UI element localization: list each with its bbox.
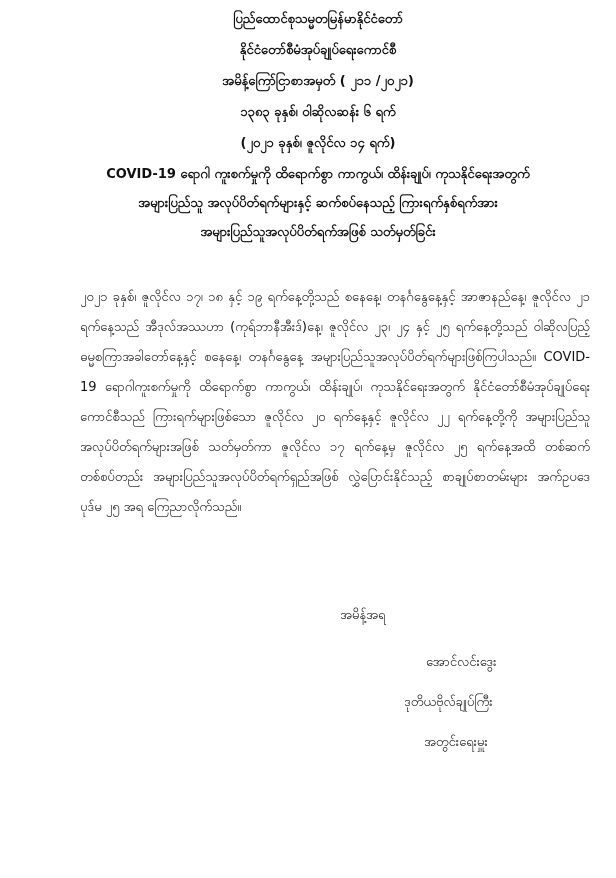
council-name: နိုင်ငံတော်စီမံအုပ်ချုပ်ရေးကောင်စီ [239,43,397,58]
signatory-position: အတွင်းရေးမှူး [424,735,488,750]
signatory-name: အောင်လင်းဒွေး [426,655,497,670]
order-body [80,283,590,523]
subject-line-1: COVID-19 ရောဂါ ကူးစက်မှုကို ထိရောက်စွာ ကာကွယ်၊ ထိန်းချုပ်၊ ကုသနိုင်ရေးအတွက် [106,167,530,182]
subject-line-2: အများပြည်သူ အလုပ်ပိတ်ရက်များနှင့် ဆက်စပ်နေသည့် ကြားရက်နှစ်ရက်အား [138,196,498,211]
document-header [40,12,596,254]
order-number: အမိန့်ကြော်ငြာစာအမှတ် ( ၂၁၁ /၂၀၂၁) [222,74,414,89]
gregorian-date: (၂၀၂၁ ခုနှစ်၊ ဇူလိုင်လ ၁၄ ရက်) [240,136,396,151]
union-name: ပြည်ထောင်စုသမ္မတမြန်မာနိုင်ငံတော် [233,12,403,27]
myanmar-date: ၁၃၈၃ ခုနှစ်၊ ဝါဆိုလဆန်း ၆ ရက် [240,105,396,120]
by-order-label: အမိန့်အရ [340,608,386,623]
subject-line-3: အများပြည်သူအလုပ်ပိတ်ရက်အဖြစ် သတ်မှတ်ခြင်း [200,225,436,240]
signatory-rank: ဒုတိယဗိုလ်ချုပ်ကြီး [404,695,493,710]
body-paragraph: ၂၀၂၁ ခုနှစ်၊ ဇူလိုင်လ ၁၇၊ ၁၈ နှင့် ၁၉ ရက်နေ့တို့သည် စနေနေ့၊ တနင်္ဂနွေနေ့နှင့် အာဇာနည်နေ့၊ ဇူလိုင်လ ၂၁ ရက်နေ့သည် အီဒုလ်အဿဟာ (ကုရ်ဘာနီအီး‌ဒ်)နေ့၊ ဇူလိုင်လ ၂၃၊ ၂၄ နှင့် ၂၅ ရက်နေ့တို့သည် ဝါဆိုလပြည့် ဓမ္မစကြာအခါတော်နေ့နှင့် စနေနေ့၊ တနင်္ဂနွေနေ့ အများပြည်သူအလုပ်ပိတ်ရက်များဖြစ်ကြပါသည်။ COVID-19 ရောဂါကူးစက်မှုကို ထိရောက်စွာ ကာကွယ်၊ ထိန်းချုပ်၊ ကုသနိုင်ရေးအတွက် နိုင်ငံတော်စီမံအုပ်ချုပ်ရေးကောင်စီသည် ကြားရက်များဖြစ်သော ဇူလိုင်လ ၂၀ ရက်နေ့နှင့် ဇူလိုင်လ ၂၂ ရက်နေ့တို့ကို အများပြည်သူအလုပ်ပိတ်ရက်များအဖြစ် သတ်မှတ်ကာ ဇူလိုင်လ ၁၇ ရက်နေ့မှ ဇူလိုင်လ ၂၅ ရက်နေ့အထိ တစ်ဆက်တစ်စပ်တည်း အများပြည်သူအလုပ်ပိတ်ရက်ရှည်အဖြစ် လွှဲပြောင်းနိုင်သည့် စာချုပ်စာတမ်းများ အက်ဥပဒေ ပုဒ်မ ၂၅ အရ ကြေညာလိုက်သည်။ [80,290,590,515]
